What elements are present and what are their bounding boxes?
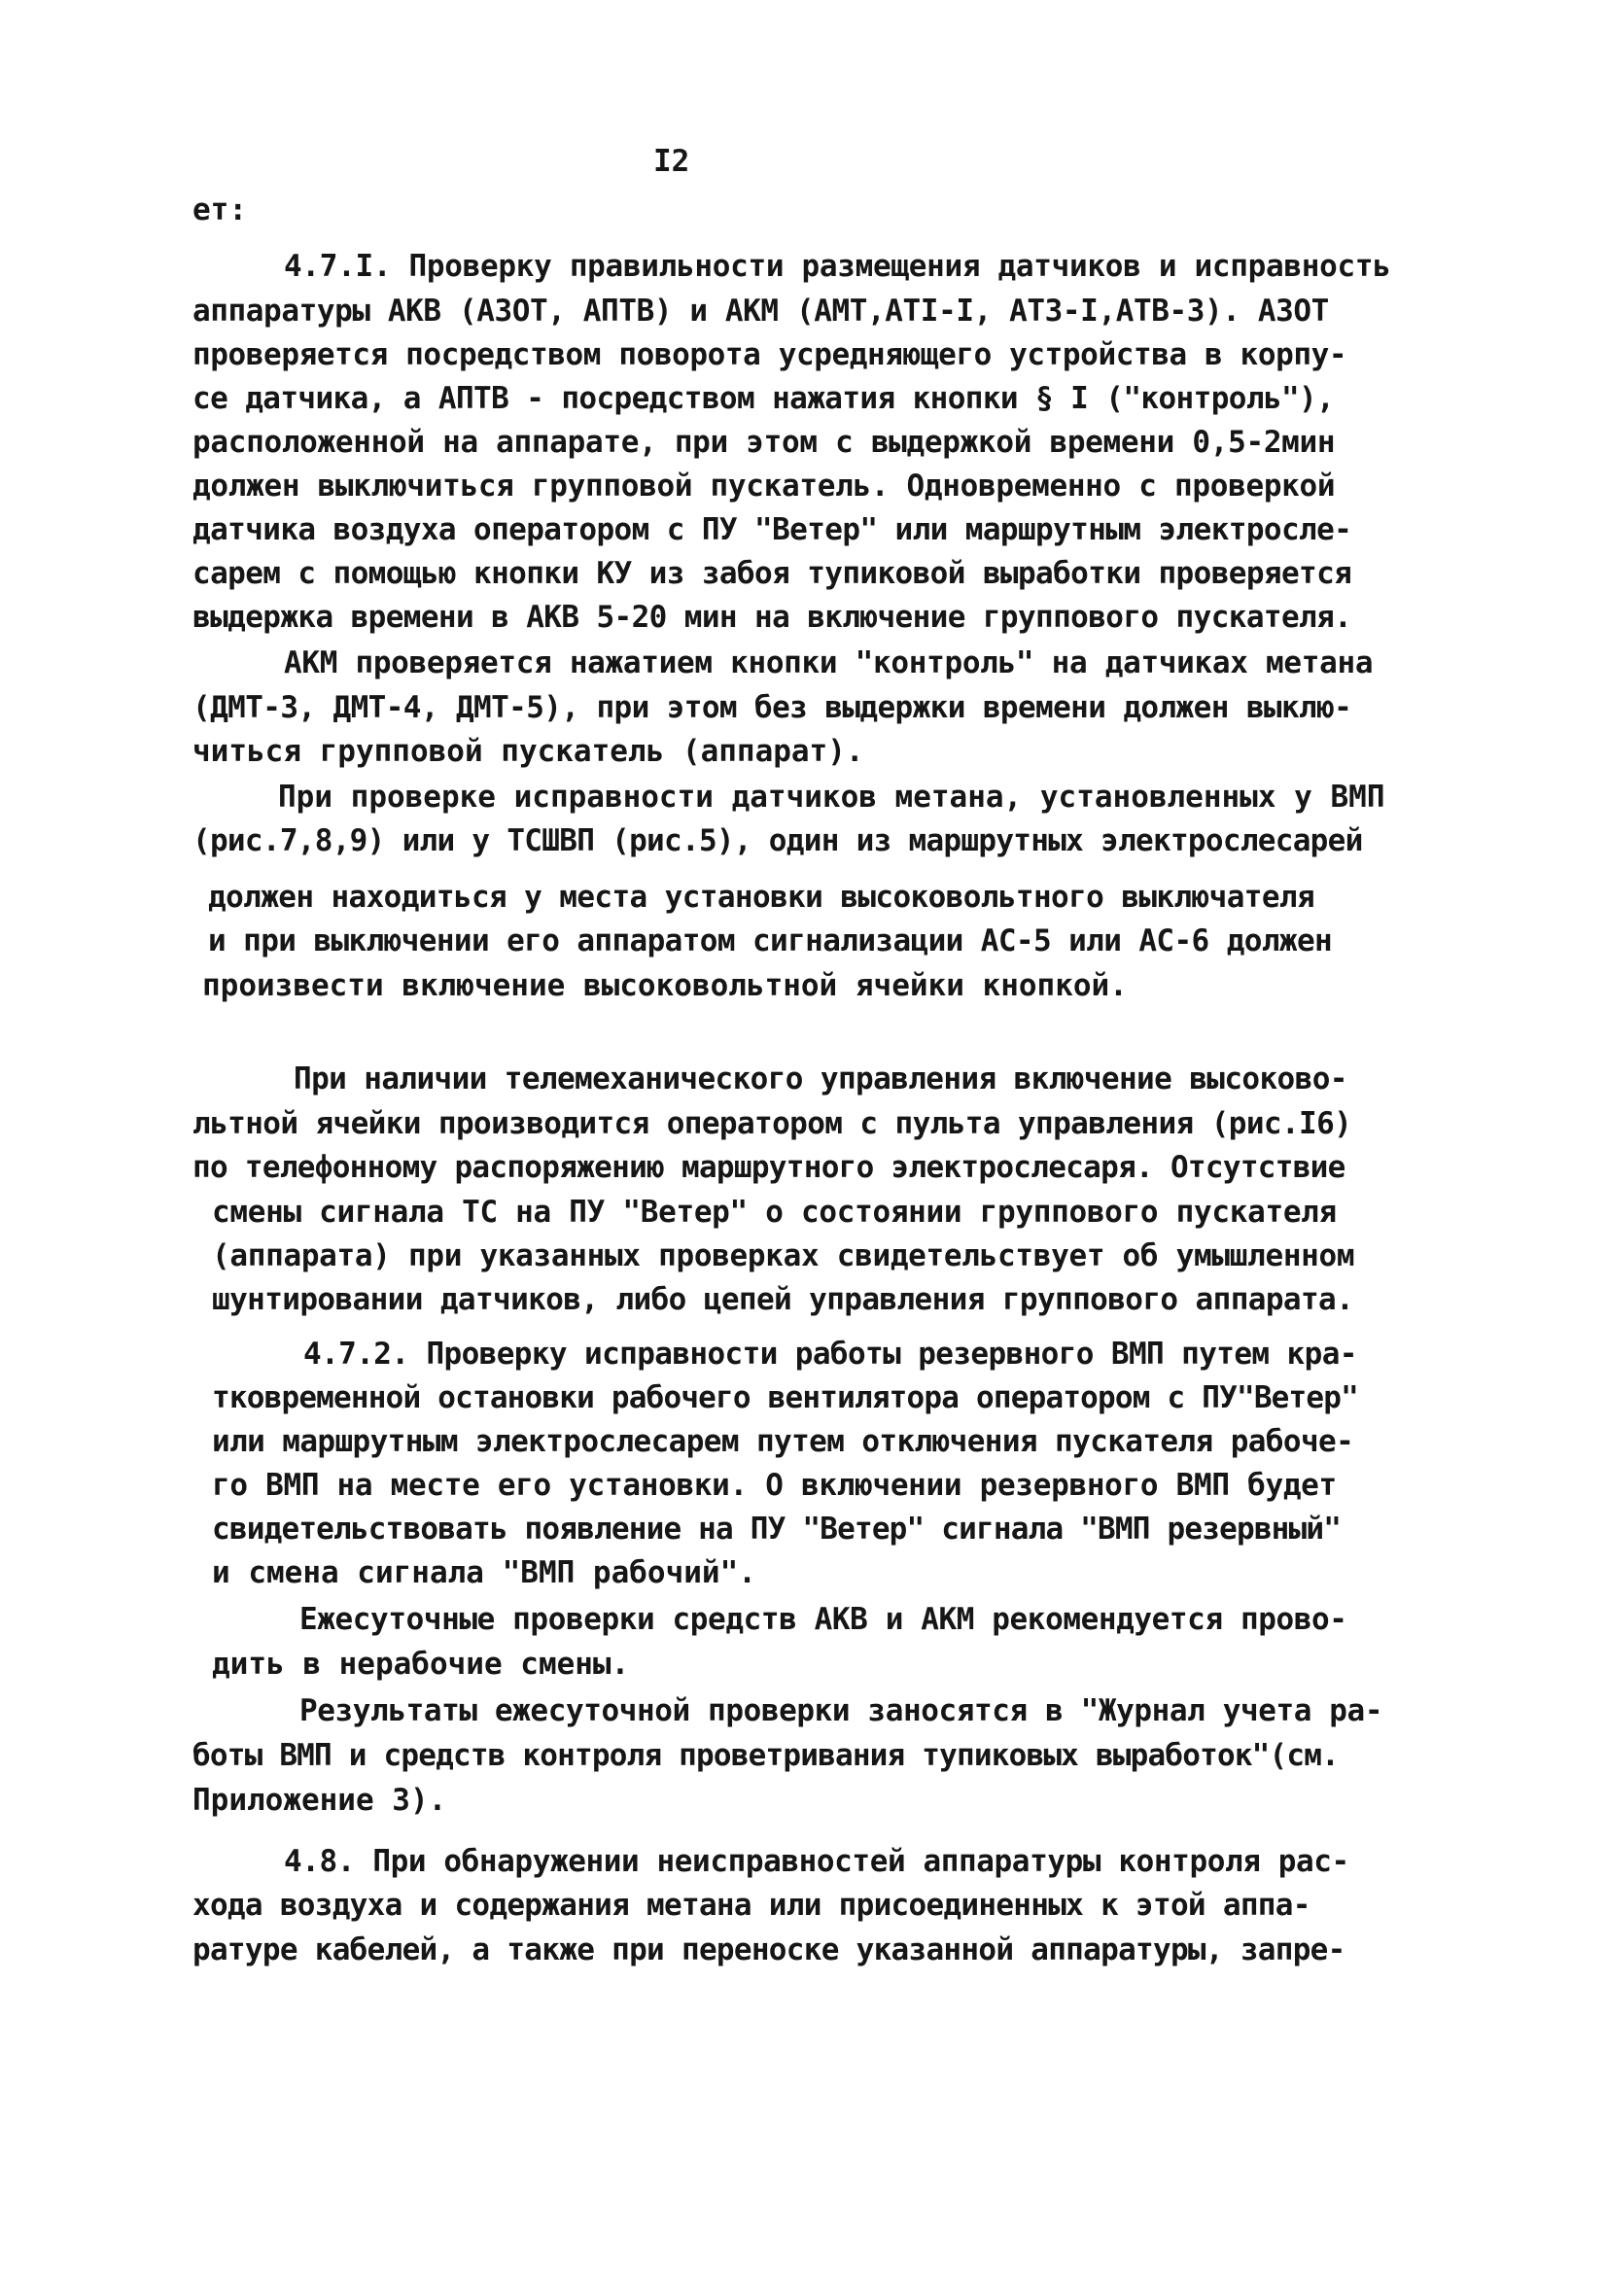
text-line: свидетельствовать появление на ПУ "Ветер" сигнала "ВМП резервный" (212, 1512, 1342, 1547)
text-line: Приложение 3). (192, 1783, 447, 1818)
text-line: (ДМТ-3, ДМТ-4, ДМТ-5), при этом без выдержки времени должен выклю- (192, 690, 1352, 725)
text-line: При наличии телемеханического управления включение высоково- (294, 1061, 1347, 1096)
text-line: читься групповой пускатель (аппарат). (192, 734, 864, 769)
text-line: АКМ проверяется нажатием кнопки "контроль" на датчиках метана (284, 645, 1374, 680)
text-line: сарем с помощью кнопки КУ из забоя тупиковой выработки проверяется (192, 556, 1352, 591)
text-line: ратуре кабелей, а также при переноске указанной аппаратуры, запре- (192, 1932, 1345, 1967)
text-line: (рис.7,8,9) или у ТСШВП (рис.5), один из маршрутных электрослесарей (192, 823, 1363, 858)
text-line: 4.7.I. Проверку правильности размещения датчиков и исправность (284, 249, 1391, 284)
text-line: Результаты ежесуточной проверки заносятся в "Журнал учета ра- (299, 1693, 1383, 1728)
text-line: При проверке исправности датчиков метана, установленных у ВМП (278, 780, 1385, 815)
text-line: го ВМП на месте его установки. О включении резервного ВМП будет (212, 1468, 1337, 1503)
text-line: льтной ячейки производится оператором с пульта управления (рис.I6) (192, 1106, 1352, 1141)
text-line: боты ВМП и средств контроля проветривания тупиковых выработок"(см. (192, 1738, 1339, 1773)
text-line: се датчика, а АПТВ - посредством нажатия кнопки § I ("контроль"), (192, 381, 1335, 416)
text-line: датчика воздуха оператором с ПУ "Ветер" или маршрутным электросле- (192, 512, 1352, 547)
text-line: хода воздуха и содержания метана или присоединенных к этой аппа- (192, 1888, 1310, 1923)
text-line: расположенной на аппарате, при этом с выдержкой времени 0,5-2мин (192, 425, 1336, 460)
text-line: должен выключиться групповой пускатель. Одновременно с проверкой (192, 469, 1336, 504)
text-line: произвести включение высоковольтной ячейки кнопкой. (202, 968, 1128, 1003)
text-line: (аппарата) при указанных проверках свидетельствует об умышленном (212, 1238, 1355, 1273)
text-line: или маршрутным электрослесарем путем отключения пускателя рабоче- (212, 1424, 1354, 1459)
text-line: дить в нерабочие смены. (212, 1647, 630, 1682)
text-line: аппаратуры АКВ (АЗОТ, АПТВ) и АКМ (АМТ,АТI-I, АТЗ-I,АТВ-3). АЗОТ (192, 294, 1329, 329)
text-line: Ежесуточные проверки средств АКВ и АКМ рекомендуется прово- (299, 1602, 1347, 1637)
text-line: по телефонному распоряжению маршрутного электрослесаря. Отсутствие (192, 1150, 1345, 1185)
text-line: тковременной остановки рабочего вентилятора оператором с ПУ"Ветер" (212, 1380, 1358, 1415)
text-line: должен находиться у места установки высоковольтного выключателя (208, 880, 1315, 915)
text-line: смены сигнала ТС на ПУ "Ветер" о состоянии группового пускателя (212, 1195, 1337, 1230)
text-line: и при выключении его аппаратом сигнализации АС-5 или АС-6 должен (208, 923, 1333, 958)
text-line: выдержка времени в АКВ 5-20 мин на включение группового пускателя. (192, 600, 1352, 635)
text-line: ет: (192, 192, 247, 227)
text-line: и смена сигнала "ВМП рабочий". (212, 1555, 756, 1590)
text-line: шунтировании датчиков, либо цепей управления группового аппарата. (212, 1282, 1354, 1317)
text-line: 4.7.2. Проверку исправности работы резервного ВМП путем кра- (303, 1337, 1357, 1372)
page-number: I2 (653, 144, 690, 179)
text-line: 4.8. При обнаружении неисправностей аппаратуры контроля рас- (284, 1844, 1349, 1879)
text-line: проверяется посредством поворота усредняющего устройства в корпу- (192, 337, 1347, 372)
